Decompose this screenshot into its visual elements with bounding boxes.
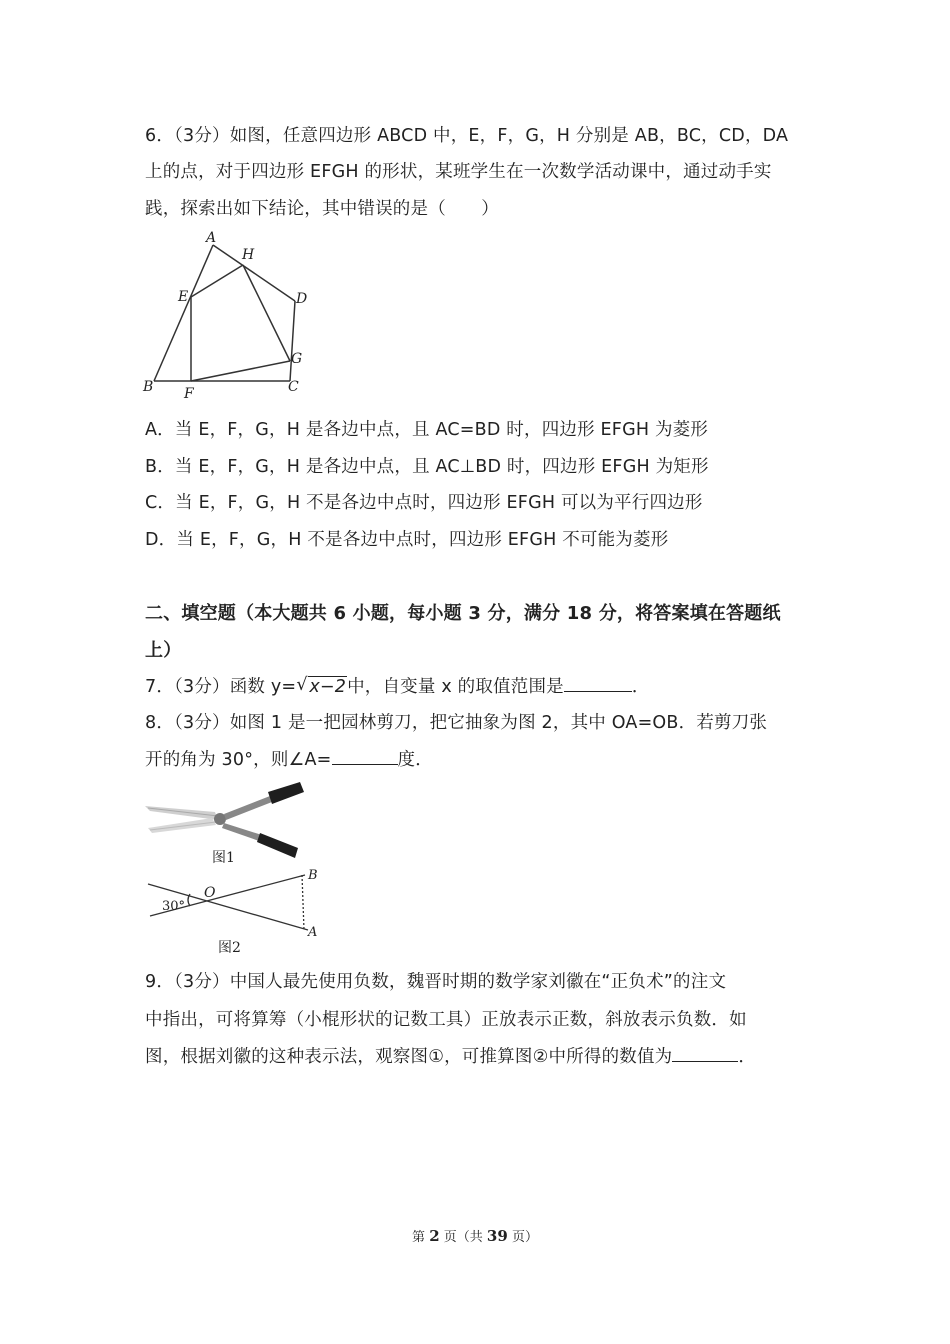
footer-total-pages: 39	[486, 1227, 508, 1245]
radicand: x−2	[309, 677, 347, 697]
handle-upper-shaft	[224, 796, 272, 820]
footer-pre: 第	[412, 1230, 426, 1245]
q9-line-3-end: ．	[738, 1047, 757, 1067]
q7-suffix: 中，自变量 x 的取值范围是	[347, 677, 564, 697]
q6-option-c: C．当 E，F，G，H 不是各边中点时，四边形 EFGH 可以为平行四边形	[145, 493, 703, 513]
figure-2-caption: 图2	[218, 940, 241, 956]
q8-line-2	[145, 748, 433, 772]
q9-line-2: 中指出，可将算筹（小棍形状的记数工具）正放表示正数，斜放表示负数．如	[145, 1010, 747, 1030]
label-g: G	[291, 351, 303, 367]
q6-option-a: A．当 E，F，G，H 是各边中点，且 AC=BD 时，四边形 EFGH 为菱形	[145, 420, 709, 440]
label-b: B	[143, 379, 154, 395]
blade-lower	[148, 818, 216, 833]
blade-upper	[145, 806, 218, 820]
q7-end: ．	[631, 677, 650, 697]
quadrilateral-figure	[140, 228, 320, 403]
side-he	[191, 265, 243, 297]
q7-prefix: 7．（3分）函数 y=	[145, 677, 297, 697]
q6-option-d: D．当 E，F，G，H 不是各边中点时，四边形 EFGH 不可能为菱形	[145, 530, 669, 550]
side-ab	[154, 245, 213, 381]
angle-figure	[140, 864, 330, 956]
footer-mid: 页（共	[443, 1230, 483, 1245]
label-a2: A	[308, 925, 318, 940]
side-gh	[243, 265, 290, 361]
section-2-heading-line-1: 二、填空题（本大题共 6 小题，每小题 3 分，满分 18 分，将答案填在答题纸	[145, 603, 781, 624]
q8-line-2-suffix: 度．	[397, 750, 433, 770]
page-footer	[0, 1226, 950, 1245]
shears-figure	[140, 778, 320, 868]
q6-option-b: B．当 E，F，G，H 是各边中点，且 AC⊥BD 时，四边形 EFGH 为矩形	[145, 457, 709, 477]
side-fg	[191, 361, 290, 381]
label-f: F	[184, 386, 194, 402]
footer-page-number: 2	[429, 1227, 440, 1245]
label-b2: B	[308, 868, 318, 883]
q7-line	[145, 675, 650, 699]
label-d: D	[296, 291, 308, 307]
q6-line-1: 6．（3分）如图，任意四边形 ABCD 中，E，F，G，H 分别是 AB，BC，CD，DA	[145, 126, 789, 146]
label-c: C	[288, 379, 299, 395]
label-e: E	[178, 289, 189, 305]
q6-line-2: 上的点，对于四边形 EFGH 的形状，某班学生在一次数学活动课中，通过动手实	[145, 162, 772, 182]
section-2-heading-line-2: 上）	[145, 640, 182, 661]
q8-line-2-prefix: 开的角为 30°，则∠A=	[145, 750, 332, 770]
q7-answer-blank	[564, 675, 632, 692]
q8-answer-blank	[332, 748, 398, 765]
label-a: A	[206, 230, 217, 246]
label-o: O	[204, 885, 216, 901]
handle-lower-grip	[257, 833, 298, 858]
angle-label: 30°	[162, 899, 186, 914]
handle-upper-grip	[268, 782, 304, 804]
q6-line-3: 践，探索出如下结论，其中错误的是（ ）	[145, 199, 499, 219]
angle-arc	[188, 894, 190, 906]
segment-ab	[302, 875, 304, 930]
q9-line-3-prefix: 图，根据刘徽的这种表示法，观察图①，可推算图②中所得的数值为	[145, 1047, 673, 1067]
footer-post: 页）	[511, 1230, 538, 1245]
radical-sign: √	[296, 675, 308, 695]
side-cd	[290, 301, 295, 381]
figure-1-caption: 图1	[212, 850, 235, 866]
label-h: H	[242, 247, 255, 263]
sqrt-expression	[296, 675, 347, 699]
q8-line-1: 8．（3分）如图 1 是一把园林剪刀，把它抽象为图 2，其中 OA=OB．若剪刀张	[145, 713, 768, 733]
q9-answer-blank	[672, 1045, 738, 1062]
q9-line-1: 9．（3分）中国人最先使用负数，魏晋时期的数学家刘徽在“正负术”的注文	[145, 972, 727, 992]
q9-line-3	[145, 1045, 756, 1069]
